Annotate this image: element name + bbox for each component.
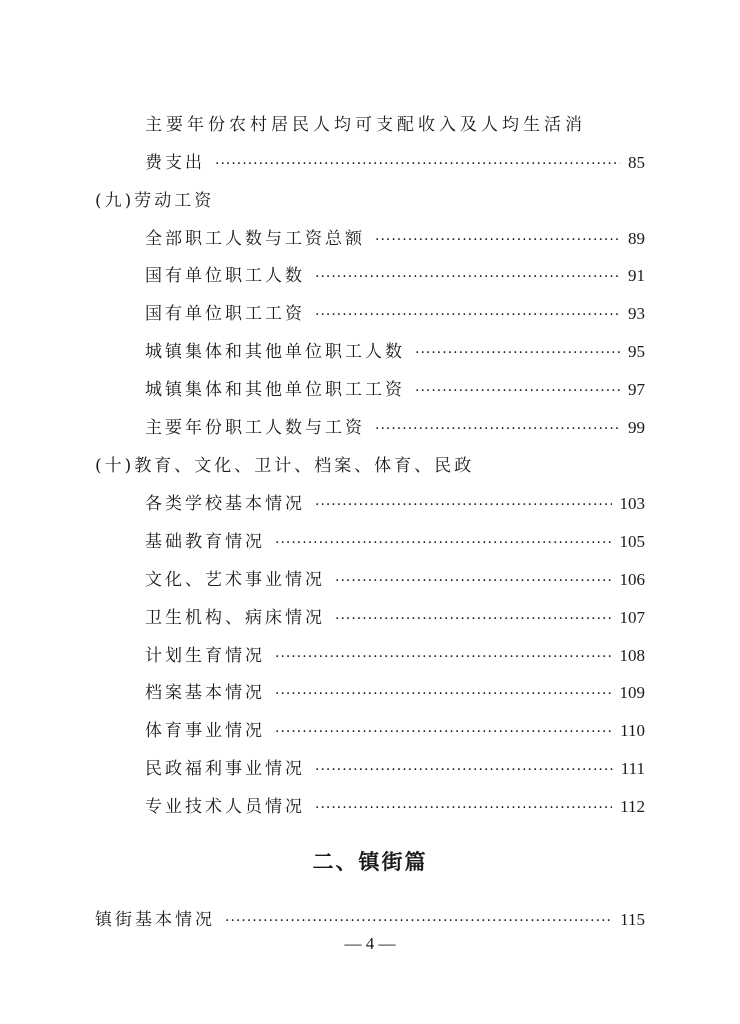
toc-entry-page: 93	[628, 304, 645, 323]
toc-entry[interactable]	[145, 754, 645, 779]
toc-entry-title: 城镇集体和其他单位职工人数	[145, 342, 405, 362]
dot-leader	[375, 421, 620, 437]
dot-leader	[375, 232, 620, 248]
toc-entry[interactable]	[145, 641, 645, 666]
toc-entry-title: 专业技术人员情况	[145, 797, 305, 817]
toc-entry-title: 民政福利事业情况	[145, 759, 305, 779]
dot-leader	[275, 535, 612, 551]
toc-entry[interactable]	[145, 792, 645, 817]
dot-leader	[415, 383, 620, 399]
dot-leader	[275, 724, 612, 740]
dot-leader	[275, 686, 612, 702]
toc-entry-page: 108	[619, 646, 645, 665]
toc-entry[interactable]	[145, 337, 645, 362]
toc-entry-title: 计划生育情况	[145, 646, 265, 666]
toc-entry-title: 城镇集体和其他单位职工工资	[145, 380, 405, 400]
dot-leader	[335, 611, 612, 627]
dot-leader	[415, 345, 620, 361]
section-heading-labor-wages[interactable]: (九)劳动工资	[95, 191, 215, 211]
toc-entry-page: 97	[628, 380, 645, 399]
dot-leader	[315, 497, 612, 513]
toc-entry-page: 112	[620, 797, 645, 816]
toc-entry-title: 镇街基本情况	[95, 910, 215, 930]
toc-entry-title: 国有单位职工工资	[145, 304, 305, 324]
dot-leader	[225, 913, 612, 929]
toc-entry-page: 105	[619, 532, 645, 551]
toc-entry[interactable]	[145, 678, 645, 703]
toc-entry[interactable]	[145, 716, 645, 741]
toc-entry-page: 115	[620, 910, 645, 929]
page-number-footer: — 4 —	[344, 934, 396, 953]
toc-entry-title: 国有单位职工人数	[145, 266, 305, 286]
dot-leader	[215, 156, 620, 172]
toc-entry-title: 卫生机构、病床情况	[145, 608, 325, 628]
dot-leader	[275, 649, 612, 665]
toc-entry[interactable]	[145, 565, 645, 590]
toc-entry-page: 89	[628, 229, 645, 248]
toc-entry-page: 95	[628, 342, 645, 361]
section-heading-education-culture[interactable]: (十)教育、文化、卫计、档案、体育、民政	[95, 456, 475, 476]
toc-entry-title: 基础教育情况	[145, 532, 265, 552]
toc-entry-page: 85	[628, 153, 645, 172]
toc-entry[interactable]	[145, 527, 645, 552]
toc-entry[interactable]	[145, 148, 645, 173]
dot-leader	[315, 762, 613, 778]
toc-entry-title: 文化、艺术事业情况	[145, 570, 325, 590]
part-heading-town-streets[interactable]: 二、镇街篇	[312, 850, 428, 874]
toc-entry[interactable]	[145, 224, 645, 249]
toc-entry[interactable]	[145, 375, 645, 400]
dot-leader	[315, 307, 620, 323]
toc-entry-title: 档案基本情况	[145, 683, 265, 703]
toc-entry[interactable]	[145, 299, 645, 324]
toc-entry-page: 91	[628, 266, 645, 285]
toc-entry-page: 111	[620, 759, 645, 778]
toc-entry-page: 103	[619, 494, 645, 513]
toc-entry-page: 106	[619, 570, 645, 589]
toc-entry-title: 体育事业情况	[145, 721, 265, 741]
toc-entry-title: 各类学校基本情况	[145, 494, 305, 514]
toc-entry[interactable]	[145, 413, 645, 438]
toc-entry[interactable]	[145, 261, 645, 286]
toc-entry[interactable]	[95, 905, 645, 930]
dot-leader	[335, 573, 612, 589]
dot-leader	[315, 800, 612, 816]
toc-entry-title: 全部职工人数与工资总额	[145, 229, 365, 249]
toc-entry-title: 主要年份职工人数与工资	[145, 418, 365, 438]
toc-entry[interactable]	[145, 603, 645, 628]
dot-leader	[315, 269, 620, 285]
toc-entry-page: 99	[628, 418, 645, 437]
toc-entry-page: 110	[620, 721, 645, 740]
toc-entry[interactable]	[145, 489, 645, 514]
toc-entry-wrapped-line[interactable]: 主要年份农村居民人均可支配收入及人均生活消	[145, 115, 586, 135]
toc-entry-page: 107	[619, 608, 645, 627]
toc-entry-page: 109	[619, 683, 645, 702]
toc-entry-title: 费支出	[145, 153, 205, 173]
